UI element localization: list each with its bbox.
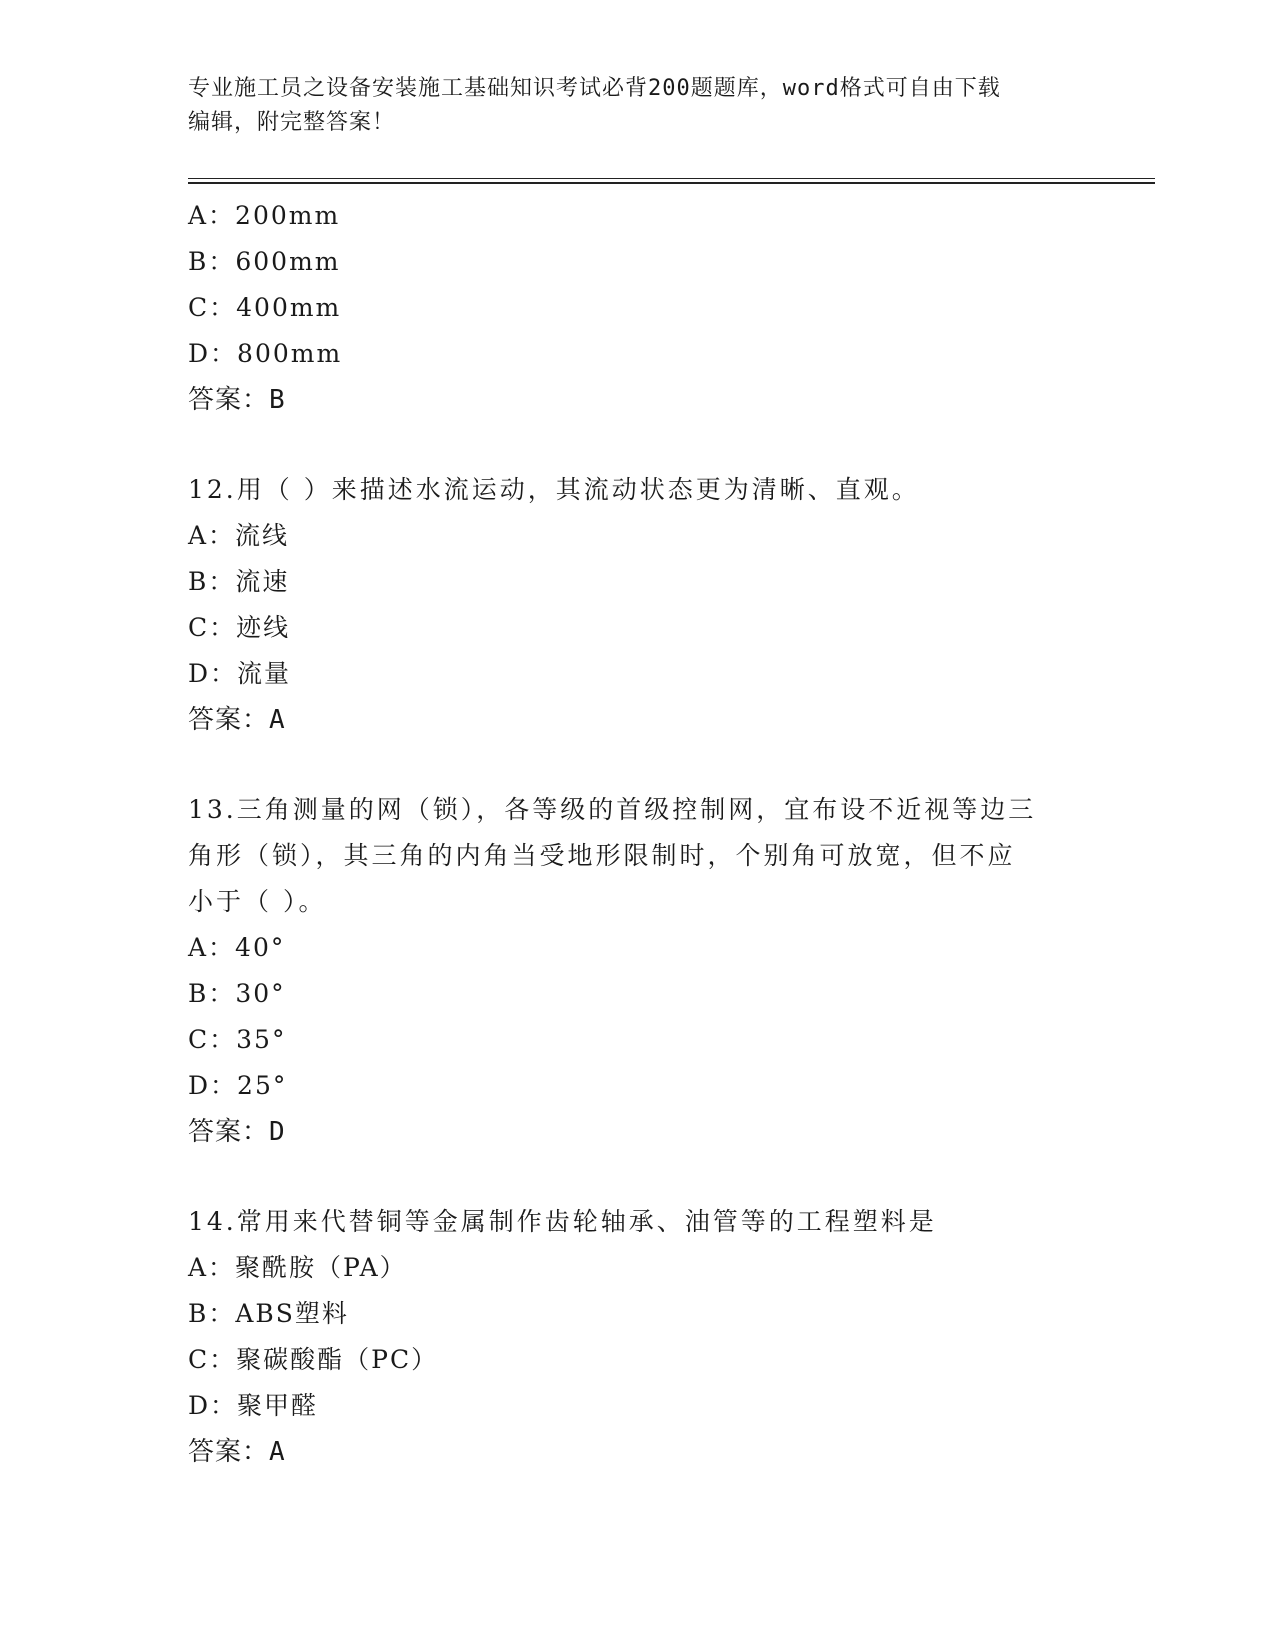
question-block-13 xyxy=(188,787,1088,1155)
answer-line: 答案：D xyxy=(188,1117,286,1147)
question-text-line-2: 角形（锁），其三角的内角当受地形限制时，个别角可放宽，但不应 xyxy=(188,841,1016,870)
spacer xyxy=(188,423,1088,467)
answer-line: 答案：A xyxy=(188,705,286,735)
option-c: C：400mm xyxy=(188,293,342,322)
option-d: D：800mm xyxy=(188,339,343,368)
option-b: B：30° xyxy=(188,979,286,1008)
option-b: B：ABS塑料 xyxy=(188,1299,349,1328)
option-a: A：200mm xyxy=(188,201,341,230)
header-line-2: 编辑，附完整答案！ xyxy=(188,110,396,135)
option-c: C：聚碳酸酯（PC） xyxy=(188,1345,439,1374)
question-text: 14.常用来代替铜等金属制作齿轮轴承、油管等的工程塑料是 xyxy=(188,1207,937,1236)
question-text-line-3: 小于（ ）。 xyxy=(188,887,327,916)
spacer xyxy=(188,1155,1088,1199)
option-a: A：聚酰胺（PA） xyxy=(188,1253,407,1282)
question-text-line-1: 13.三角测量的网（锁），各等级的首级控制网，宜布设不近视等边三 xyxy=(188,795,1037,824)
question-list xyxy=(188,193,1088,1475)
answer-line: 答案：B xyxy=(188,385,286,415)
spacer xyxy=(188,743,1088,787)
option-a: A：40° xyxy=(188,933,286,962)
option-c: C：35° xyxy=(188,1025,287,1054)
option-d: D：流量 xyxy=(188,659,292,688)
option-d: D：25° xyxy=(188,1071,288,1100)
question-block-12 xyxy=(188,467,1088,743)
question-block-14 xyxy=(188,1199,1088,1475)
option-b: B：流速 xyxy=(188,567,290,596)
header-line-1: 专业施工员之设备安装施工基础知识考试必背200题题库，word格式可自由下载 xyxy=(188,76,1001,101)
header-divider-thick xyxy=(188,182,1155,184)
question-text: 12.用（ ）来描述水流运动，其流动状态更为清晰、直观。 xyxy=(188,475,920,504)
header-divider-thin xyxy=(188,178,1155,179)
document-header xyxy=(188,72,1088,140)
question-block-11 xyxy=(188,193,1088,423)
option-c: C：迹线 xyxy=(188,613,291,642)
option-a: A：流线 xyxy=(188,521,290,550)
answer-line: 答案：A xyxy=(188,1437,286,1467)
option-d: D：聚甲醛 xyxy=(188,1391,319,1420)
option-b: B：600mm xyxy=(188,247,341,276)
